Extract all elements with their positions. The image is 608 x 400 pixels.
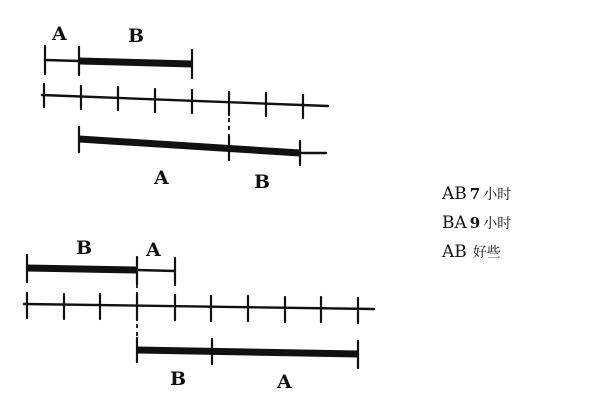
legend bbox=[442, 180, 511, 267]
d2-bottom-label-b: B bbox=[170, 368, 187, 390]
legend-order: BA bbox=[442, 213, 467, 233]
d2-top-segment-a bbox=[137, 270, 175, 271]
legend-row-2 bbox=[442, 209, 511, 238]
legend-hours: 9 bbox=[469, 214, 481, 232]
legend-order: AB bbox=[442, 242, 467, 262]
d1-bottom-label-b: B bbox=[254, 171, 271, 193]
d1-top-label-b: B bbox=[128, 25, 145, 47]
d1-bottom-label-a: A bbox=[154, 167, 169, 189]
legend-row-1 bbox=[442, 180, 511, 209]
legend-row-3 bbox=[442, 238, 511, 267]
d2-top-label-b: B bbox=[76, 237, 93, 259]
diagram-2 bbox=[24, 237, 374, 393]
legend-hours: 7 bbox=[469, 185, 481, 203]
d2-top-segment-b bbox=[27, 268, 137, 270]
d2-top-label-a: A bbox=[146, 239, 161, 261]
diagram-1 bbox=[42, 23, 328, 193]
d1-top-label-a: A bbox=[52, 23, 67, 45]
d2-bottom-label-a: A bbox=[277, 371, 292, 393]
d1-timeline bbox=[42, 95, 328, 106]
d1-top-segment-a bbox=[45, 60, 79, 61]
d1-top-segment-b bbox=[79, 61, 192, 64]
legend-unit: 小时 bbox=[483, 187, 512, 203]
legend-order: AB bbox=[442, 184, 467, 204]
d2-bottom-bar bbox=[137, 350, 358, 354]
legend-unit: 好些 bbox=[472, 245, 501, 261]
d1-bottom-bar bbox=[79, 139, 300, 153]
legend-unit: 小时 bbox=[483, 216, 512, 232]
